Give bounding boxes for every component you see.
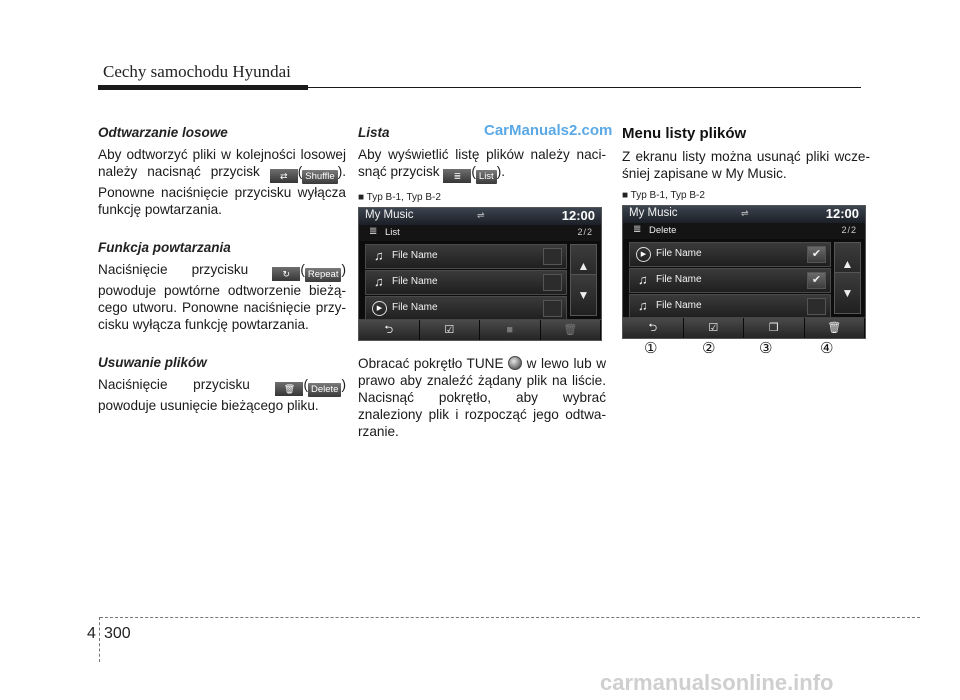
shuffle-icon: ⇄ (270, 169, 298, 183)
trash-icon[interactable]: 🗑 (805, 318, 866, 338)
list-icon: ≣ (443, 169, 471, 183)
scroll-up-button[interactable]: ▲ (834, 242, 861, 286)
checkbox[interactable]: ✔ (807, 246, 826, 263)
page-number: 300 (104, 625, 131, 642)
list-item[interactable]: ▶ File Name ✔ (629, 242, 831, 267)
screen-clock: 12:00 (561, 208, 595, 223)
checkbox[interactable] (543, 274, 562, 291)
callout-1: ① (644, 340, 658, 357)
list-item[interactable]: ♫ File Name (365, 270, 567, 295)
usb-icon: ⇌ (477, 210, 485, 220)
repeat-button-label: Repeat (305, 268, 342, 282)
type-note: ■ Typ B-1, Typ B-2 (622, 190, 705, 201)
play-icon: ▶ (372, 301, 387, 316)
music-note-icon: ♫ (638, 272, 648, 287)
checkbox[interactable] (807, 298, 826, 315)
section-title-delete: Usuwanie plików (98, 355, 207, 370)
back-icon[interactable]: ⮌ (359, 320, 420, 340)
repeat-icon: ↻ (272, 267, 300, 281)
bottom-toolbar (359, 319, 601, 340)
screen-title: My Music (629, 207, 678, 219)
square-icon[interactable]: ■ (480, 320, 541, 340)
screen-list (358, 207, 602, 341)
trash-icon: 🗑 (275, 382, 303, 396)
screen-mode-label: Delete (649, 225, 677, 236)
scroll-down-button[interactable]: ▼ (570, 274, 597, 316)
select-icon[interactable]: ☑ (420, 320, 481, 340)
screen-clock: 12:00 (825, 206, 859, 221)
play-icon: ▶ (636, 247, 651, 262)
section-title-shuffle: Odtwarzanie losowe (98, 125, 228, 140)
list-icon: ≣ (369, 226, 378, 237)
scroll-up-button[interactable]: ▲ (570, 244, 597, 288)
delete-button-label: Delete (308, 383, 341, 397)
column-2 (358, 125, 606, 440)
callout-3: ③ (759, 340, 773, 357)
page-indicator: 2/2 (577, 227, 593, 237)
delete-paragraph: Naciśnięcie przycisku 🗑 ( Delete ) powoduje usunięcie bieżącego pliku. (98, 377, 346, 413)
callout-4: ④ (820, 340, 834, 357)
footer-rule (100, 617, 920, 618)
header-rule (98, 87, 861, 88)
file-menu-paragraph: Z ekranu listy można usunąć pliki wcze- śniej zapisane w My Music. (622, 149, 870, 181)
callout-numbers (622, 339, 864, 355)
music-note-icon: ♫ (374, 248, 384, 263)
music-note-icon: ♫ (638, 298, 648, 313)
list-icon: ≣ (633, 224, 642, 235)
column-3 (622, 125, 870, 355)
callout-2: ② (702, 340, 716, 357)
chapter-title: Cechy samochodu Hyundai (103, 62, 291, 81)
footer-divider (99, 617, 100, 662)
back-icon[interactable]: ⮌ (623, 318, 684, 338)
list-item[interactable]: ♫ File Name (365, 244, 567, 269)
screen-delete (622, 205, 866, 339)
music-note-icon: ♫ (374, 274, 384, 289)
section-title-file-menu: Menu listy plików (622, 125, 747, 142)
screen-mode-label: List (385, 227, 400, 238)
section-title-list: Lista (358, 125, 390, 140)
list-paragraph: Aby wyświetlić listę plików należy naci- snąć przycisk ≣ ( List ). (358, 147, 606, 182)
scroll-down-button[interactable]: ▼ (834, 272, 861, 314)
bottom-toolbar (623, 317, 865, 338)
shuffle-paragraph: Aby odtworzyć pliki w kolejności losowej należy nacisnąć przycisk ⇄ ( Shuffle ). Ponowne naciśnięcie przycisku wyłącza funkcję powtarzania. (98, 147, 346, 217)
watermark-top: CarManuals2.com (484, 122, 613, 139)
section-title-repeat: Funkcja powtarzania (98, 240, 231, 255)
column-1 (98, 125, 346, 414)
checkbox[interactable] (543, 248, 562, 265)
trash-icon[interactable]: 🗑 (541, 320, 602, 340)
page-indicator: 2/2 (841, 225, 857, 235)
watermark-bottom: carmanualsonline.info (600, 670, 834, 695)
usb-icon: ⇌ (741, 208, 749, 218)
repeat-paragraph: Naciśnięcie przycisku ↻ ( Repeat ) powoduje powtórne odtworzenie bieżą- cego utworu. Ponowne naciśnięcie przy- cisku wyłącza funkcję powtarzania. (98, 262, 347, 332)
tune-knob-icon (508, 356, 522, 370)
shuffle-button-label: Shuffle (302, 170, 337, 184)
copy-icon[interactable]: ❐ (744, 318, 805, 338)
tune-paragraph: Obracać pokrętło TUNE w lewo lub w prawo aby znaleźć żądany plik na liście. Nacisnąć pokrętło, aby wybrać znaleziony plik i rozpocząć jego odtwa- rzanie. (358, 356, 607, 439)
chapter-number: 4 (87, 625, 96, 642)
list-item[interactable]: ♫ File Name (629, 294, 831, 319)
checkbox[interactable]: ✔ (807, 272, 826, 289)
list-button-label: List (476, 170, 497, 184)
list-item[interactable]: ♫ File Name ✔ (629, 268, 831, 293)
checkbox[interactable] (543, 300, 562, 317)
screen-title: My Music (365, 209, 414, 221)
select-icon[interactable]: ☑ (684, 318, 745, 338)
list-item[interactable]: ▶ File Name (365, 296, 567, 321)
type-note: ■ Typ B-1, Typ B-2 (358, 192, 441, 203)
